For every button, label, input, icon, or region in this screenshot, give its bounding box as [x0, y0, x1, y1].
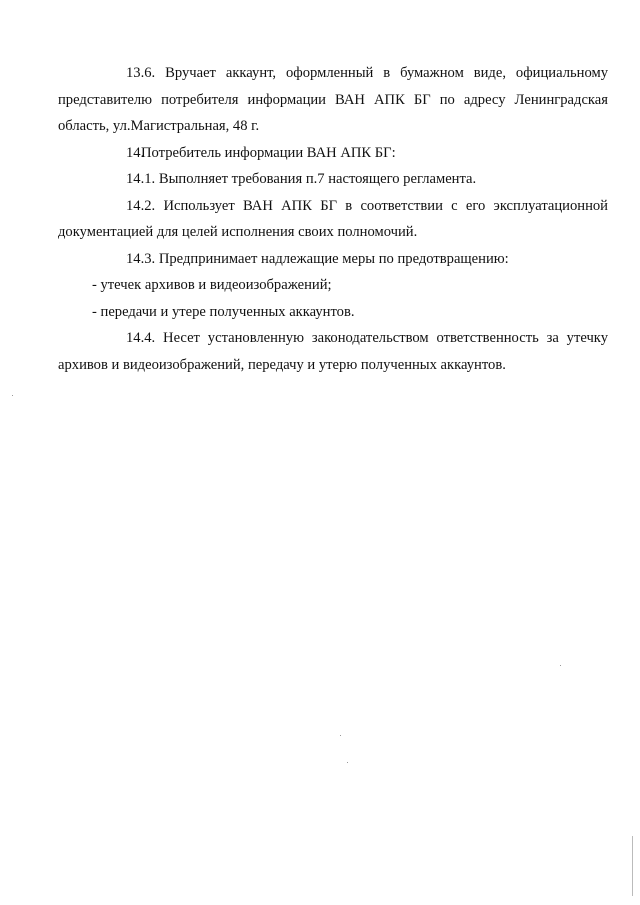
- scan-speck: [12, 395, 13, 396]
- paragraph-text: Потребитель информации ВАН АПК БГ:: [141, 144, 396, 161]
- scan-speck: [347, 762, 348, 763]
- paragraph-14-4: [58, 325, 608, 378]
- paragraph-text: Предпринимает надлежащие меры по предотвращению:: [158, 250, 509, 267]
- paragraph-text: Выполняет требования п.7 настоящего регламента.: [158, 171, 477, 187]
- paragraph-14: [58, 140, 608, 167]
- paragraph-14-2: [58, 193, 608, 246]
- list-item-text: - передачи и утере полученных аккаунтов.: [92, 303, 355, 320]
- paragraph-number: 14.1.: [126, 171, 156, 187]
- paragraph-number: 14.2.: [126, 197, 156, 214]
- paragraph-text: Вручает аккаунт, оформленный в бумажном виде, официальному представителю потребителя информации ВАН АПК БГ по адресу Ленинградская область, ул.Магистральная, 48 г.: [58, 65, 608, 134]
- paragraph-14-3: [58, 246, 608, 273]
- paragraph-number: 13.6.: [126, 65, 156, 81]
- list-item-leaks: [58, 272, 608, 299]
- paragraph-14-1: [58, 166, 608, 193]
- paragraph-number: 14.3.: [126, 250, 156, 267]
- paragraph-text: Несет установленную законодательством ответственность за утечку архивов и видеоизображений, передачу и утерю полученных аккаунтов.: [58, 330, 608, 373]
- paragraph-text: Использует ВАН АПК БГ в соответствии с его эксплуатационной документацией для целей исполнения своих полномочий.: [58, 197, 608, 240]
- scan-speck: [560, 665, 561, 666]
- paragraph-13-6: [58, 60, 608, 140]
- document-body: [58, 60, 608, 378]
- scan-speck: [340, 735, 341, 736]
- paragraph-number: 14.4.: [126, 330, 156, 346]
- list-item-transfer: [58, 299, 608, 326]
- paragraph-number: 14.: [126, 144, 145, 161]
- list-item-text: - утечек архивов и видеоизображений;: [92, 277, 332, 293]
- scan-edge-mark: [632, 836, 633, 896]
